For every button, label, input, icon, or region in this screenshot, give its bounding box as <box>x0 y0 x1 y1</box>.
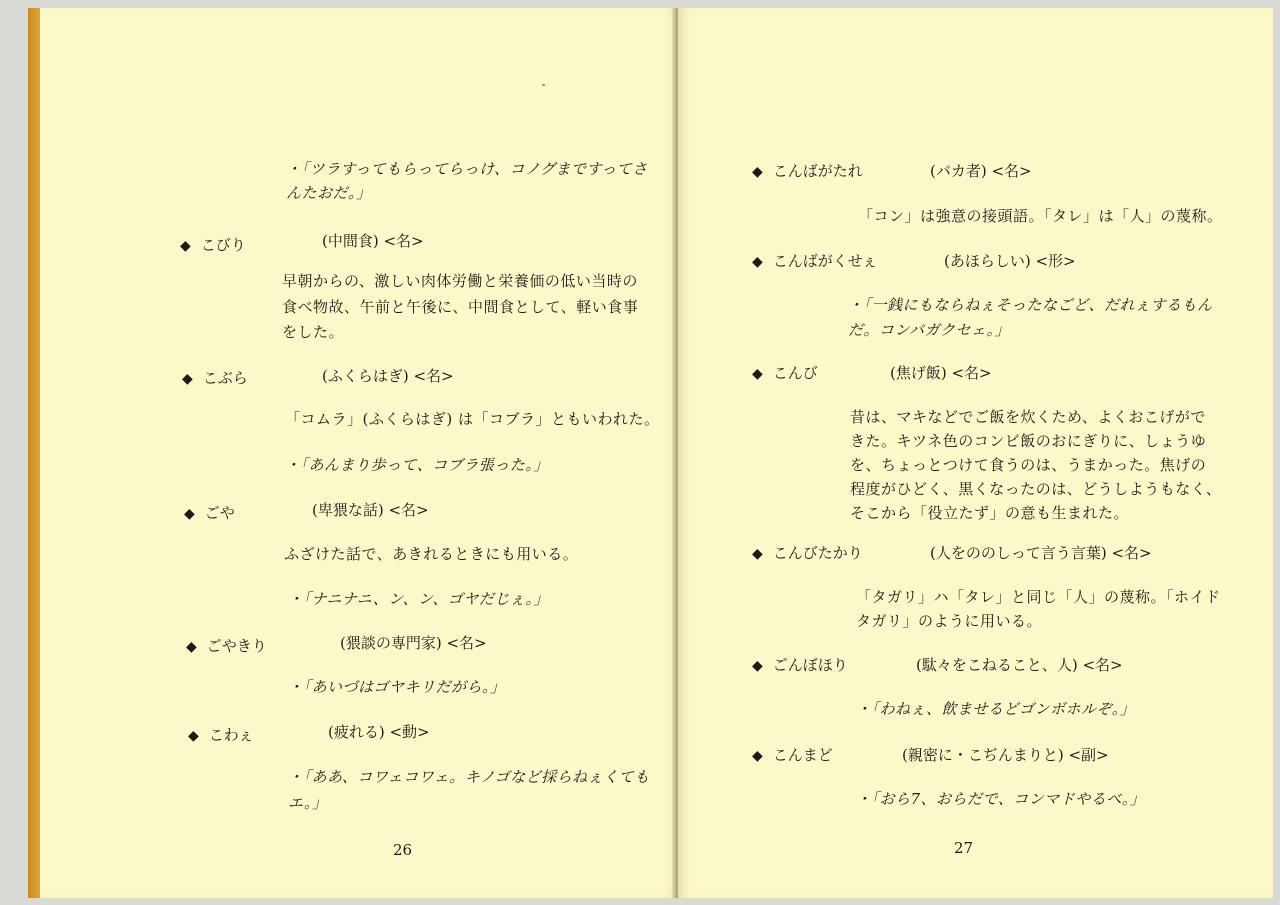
diamond-bullet-icon: ◆ <box>752 254 763 270</box>
description-line: 昔は、マキなどでご飯を炊くため、よくおこげがで <box>850 408 1206 426</box>
example-line: ・「一銭にもならねぇそったなごど、だれぇするもん <box>848 296 1213 314</box>
example-line: ・「おら7、おらだで、コンマドやるべ。」 <box>856 790 1146 808</box>
example-line: んたおだ。」 <box>286 184 372 202</box>
entry-gloss: (駄々をこねること、人) <名> <box>916 656 1123 674</box>
description-line: を、ちょっとつけて食うのは、うまかった。焦げの <box>850 456 1207 474</box>
example-line: ・「ツラすってもらってらっけ、コノグまですってさ <box>286 160 648 178</box>
entry-term: こぶら <box>202 369 248 387</box>
left-page <box>40 8 678 898</box>
entry-gloss: (人をののしって言う言葉) <名> <box>930 544 1152 562</box>
description-line: 食べ物故、午前と午後に、中間食として、軽い食事 <box>282 298 639 316</box>
description-line: ふざけた話で、あきれるときにも用いる。 <box>284 545 579 563</box>
description-line: 「コムラ」(ふくらはぎ) は「コブラ」ともいわれた。 <box>285 410 660 428</box>
entry-gloss: (ふくらはぎ) <名> <box>322 367 454 385</box>
description-line: をした。 <box>282 323 345 341</box>
example-line: ・「わねぇ、飲ませるどゴンボホルぞ。」 <box>856 700 1136 718</box>
entry-gloss: (猥談の専門家) <名> <box>340 634 487 652</box>
entry-term: こんまど <box>772 746 833 764</box>
entry-kobura <box>182 367 248 388</box>
example-line: ・「ああ、コワェコワェ。キノゴなど採らねぇくても <box>288 768 650 786</box>
entry-konbagatare <box>752 160 863 181</box>
entry-gloss: (疲れる) <動> <box>328 723 430 741</box>
entry-kowae <box>188 724 254 745</box>
diamond-bullet-icon: ◆ <box>186 639 197 655</box>
entry-goyakiri <box>186 635 267 656</box>
entry-konbi <box>752 362 818 383</box>
entry-konbagakusee <box>752 250 877 271</box>
entry-term: こんび <box>772 364 818 382</box>
description-line: タガリ」のように用いる。 <box>856 612 1043 630</box>
entry-term: こわぇ <box>208 726 254 744</box>
entry-gloss: (親密に・こぢんまりと) <副> <box>902 746 1109 764</box>
entry-term: こんばがくせぇ <box>772 252 878 270</box>
diamond-bullet-icon: ◆ <box>752 658 763 674</box>
description-line: 「タガリ」ハ「タレ」と同じ「人」の蔑称。「ホイド <box>856 588 1221 606</box>
description-line: 程度がひどく、黒くなったのは、どうしようもなく、 <box>850 480 1222 498</box>
entry-term: こびり <box>200 236 246 254</box>
diamond-bullet-icon: ◆ <box>752 748 763 764</box>
entry-gloss: (バカ者) <名> <box>930 162 1032 180</box>
page-number: 27 <box>954 839 974 857</box>
example-line: ・「あんまり歩って、コブラ張った。」 <box>285 456 549 474</box>
description-line: 「コン」は強意の接頭語。「タレ」は「人」の蔑称。 <box>858 207 1223 225</box>
diamond-bullet-icon: ◆ <box>182 371 193 387</box>
entry-gonbohori <box>752 654 848 675</box>
diamond-bullet-icon: ◆ <box>752 164 763 180</box>
entry-term: こんびたかり <box>772 544 863 562</box>
entry-term: こんばがたれ <box>772 162 863 180</box>
diamond-bullet-icon: ◆ <box>752 546 763 562</box>
description-line: 早朝からの、激しい肉体労働と栄養価の低い当時の <box>282 272 638 290</box>
entry-term: ごやきり <box>206 637 267 655</box>
entry-term: ごんぼほり <box>772 656 848 674</box>
entry-gloss: (卑猥な話) <名> <box>312 501 429 519</box>
entry-goya <box>184 502 235 523</box>
example-line: だ。コンバガクセェ。」 <box>848 321 1010 339</box>
paper-speck <box>542 84 545 86</box>
diamond-bullet-icon: ◆ <box>188 728 199 744</box>
example-line: エ。」 <box>288 794 328 812</box>
page-number: 26 <box>393 841 413 859</box>
entry-gloss: (中間食) <名> <box>322 232 424 250</box>
right-page <box>678 8 1273 898</box>
diamond-bullet-icon: ◆ <box>180 238 191 254</box>
diamond-bullet-icon: ◆ <box>184 506 195 522</box>
entry-konmado <box>752 744 833 765</box>
entry-kobiri <box>180 234 246 255</box>
entry-gloss: (あほらしい) <形> <box>944 252 1076 270</box>
diamond-bullet-icon: ◆ <box>752 366 763 382</box>
entry-konbitakari <box>752 542 863 563</box>
example-line: ・「ナニナニ、ン、ン、ゴヤだじぇ。」 <box>288 590 549 608</box>
entry-gloss: (焦げ飯) <名> <box>890 364 992 382</box>
entry-term: ごや <box>204 504 235 522</box>
description-line: きた。キツネ色のコンビ飯のおにぎりに、しょうゆ <box>850 432 1207 450</box>
example-line: ・「あいづはゴヤキリだがら。」 <box>288 678 506 696</box>
description-line: そこから「役立たず」の意も生まれた。 <box>850 504 1130 522</box>
